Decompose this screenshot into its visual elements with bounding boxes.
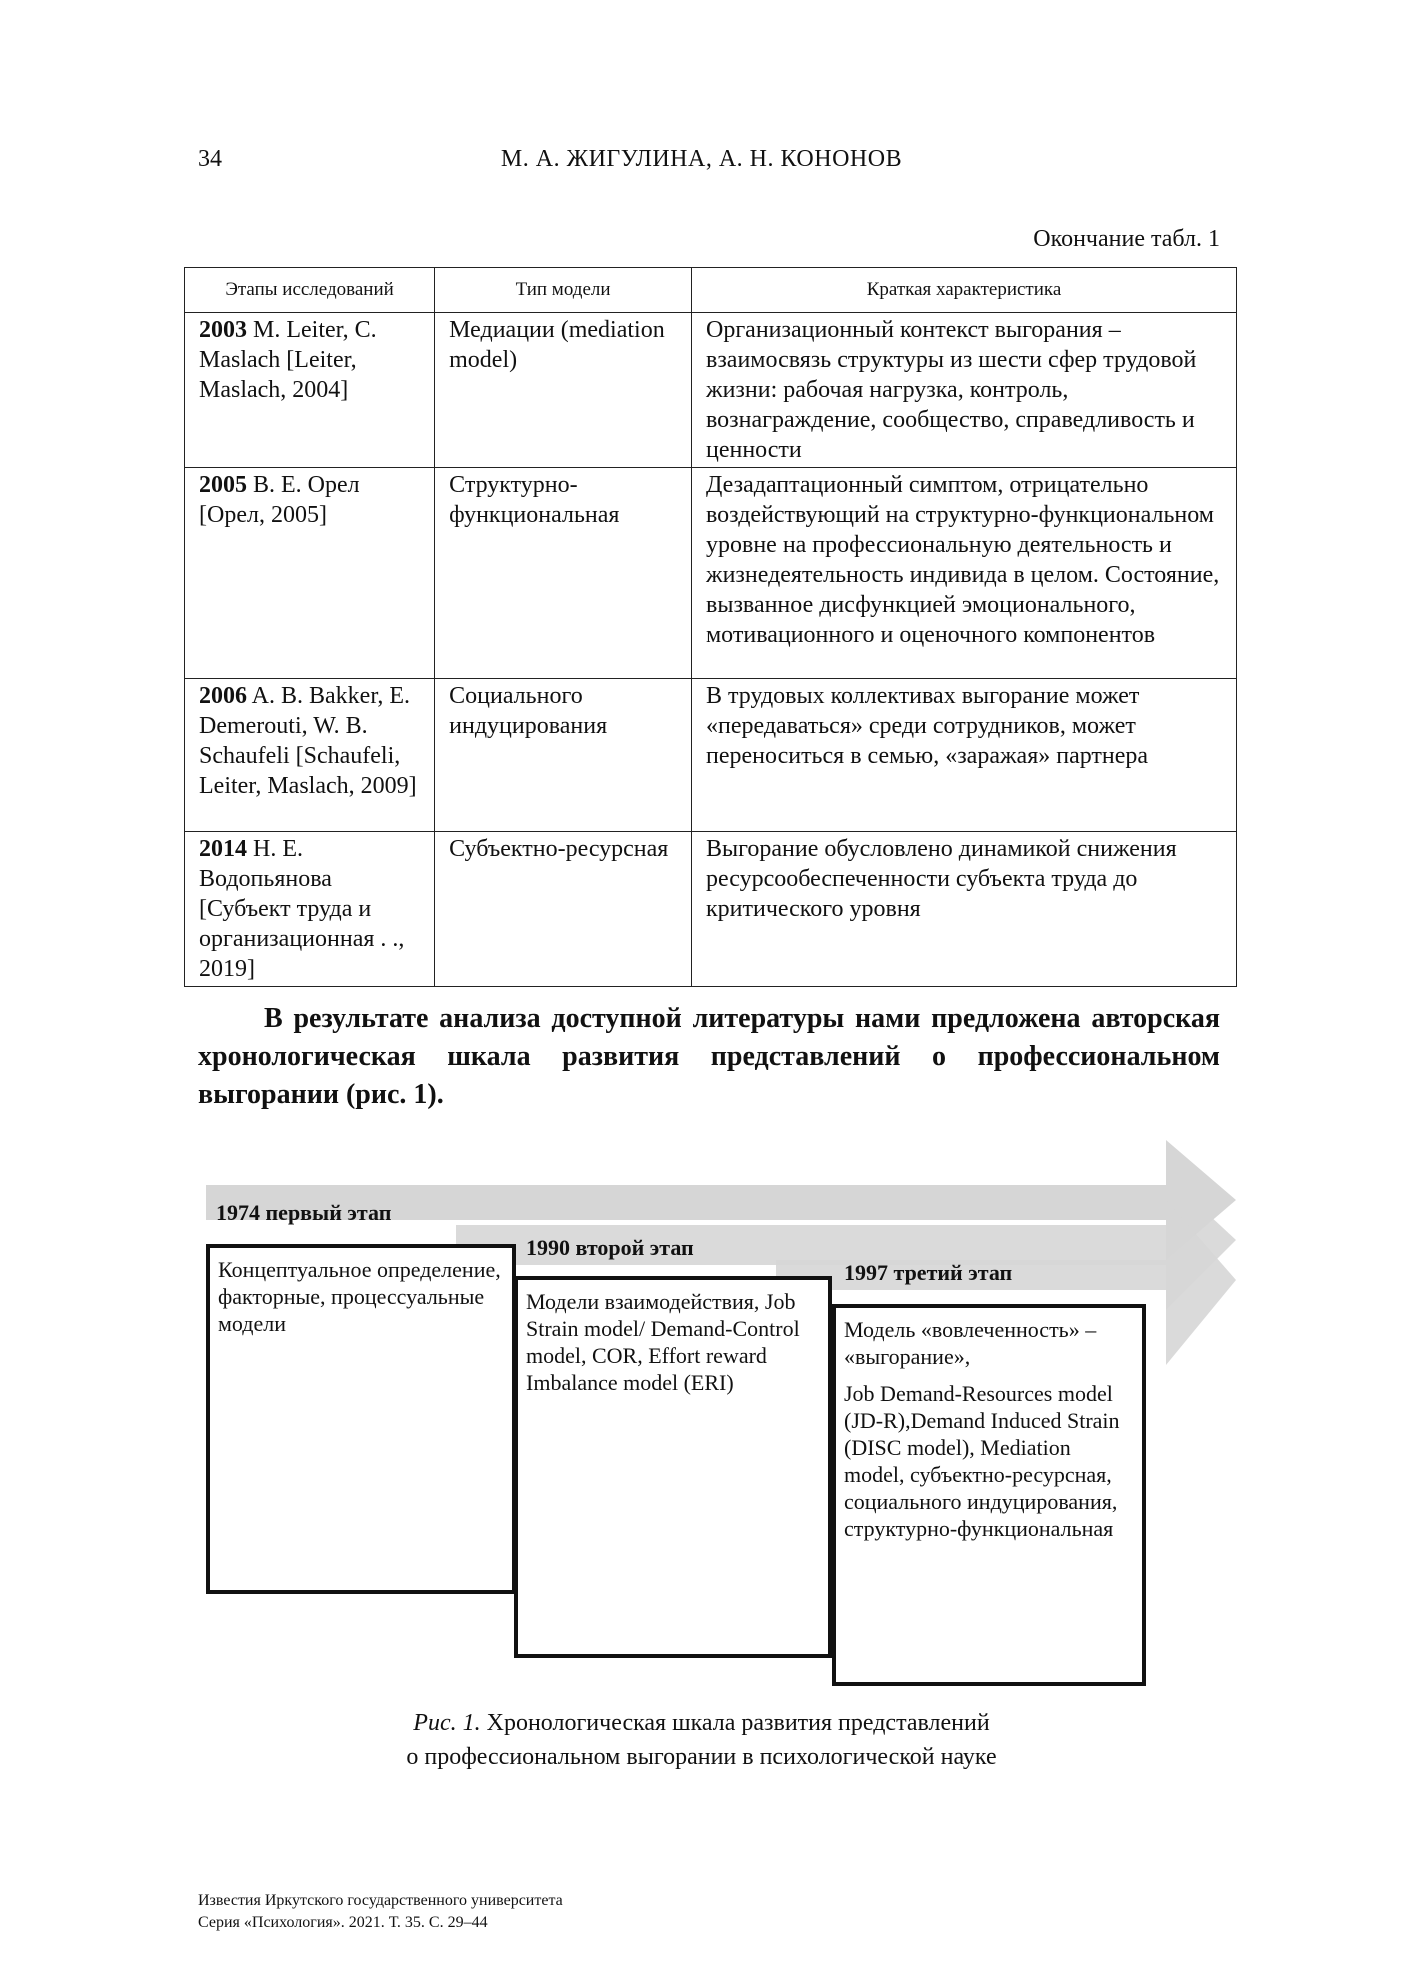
- stage-label-1: 1974 первый этап: [216, 1200, 392, 1225]
- caption-label: Рис. 1.: [413, 1710, 481, 1736]
- stage-year: 2014: [199, 836, 247, 862]
- column-header: Этапы исследований: [185, 268, 435, 313]
- research-stages-table: [184, 267, 1237, 987]
- stage-cell: [185, 832, 435, 987]
- model-cell: Медиации (mediation model): [435, 313, 692, 468]
- column-header: Краткая характеристика: [691, 268, 1236, 313]
- body-paragraph: В результате анализа доступной литературы нами предложена авторская хронологическая шкала развития представлений о профессиональном выгорании (рис. 1).: [198, 1003, 1220, 1110]
- table-caption: Окончание табл. 1: [1033, 226, 1220, 252]
- page-number: 34: [198, 146, 222, 172]
- stage-box-3: [832, 1304, 1146, 1686]
- stage-text: Модель «вовлеченность» – «выгорание»,: [844, 1317, 1097, 1369]
- running-title: М. А. ЖИГУЛИНА, А. Н. КОНОНОВ: [500, 146, 903, 172]
- description-cell: Дезадаптационный симптом, отрицательно воздействующий на структурно-функциональном уровне на профессиональную деятельность и жизнедеятельность индивида в целом. Состояние, вызванное дисфункцией эмоционального, мотивационного и оценочного компонентов: [691, 468, 1236, 679]
- stage-authors: M. Leiter, C. Maslach [Leiter, Maslach, 2004]: [199, 317, 377, 403]
- table-row: [185, 313, 1237, 468]
- stage-text: Модели взаимодействия, Job Strain model/ Demand-Control model, COR, Effort reward Imbalance model (ERI): [526, 1289, 800, 1395]
- table-row: [185, 832, 1237, 987]
- description-cell: Выгорание обусловлено динамикой снижения ресурсообеспеченности субъекта труда до критического уровня: [691, 832, 1236, 987]
- stage-authors: В. Е. Орел [Орел, 2005]: [199, 472, 360, 528]
- stage-text: Концептуальное определение, факторные, процессуальные модели: [218, 1257, 501, 1336]
- description-cell: Организационный контекст выгорания – взаимосвязь структуры из шести сфер трудовой жизни: рабочая нагрузка, контроль, вознаграждение, сообщество, справедливость и ценности: [691, 313, 1236, 468]
- journal-footer: [198, 1890, 563, 1934]
- footer-line-1: Известия Иркутского государственного университета: [198, 1892, 563, 1909]
- stage-year: 2005: [199, 472, 247, 498]
- model-cell: Структурно-функциональная: [435, 468, 692, 679]
- stage-cell: [185, 679, 435, 832]
- stage-cell: [185, 313, 435, 468]
- stage-box-2: [514, 1276, 832, 1658]
- table-row: [185, 679, 1237, 832]
- table-header-row: [185, 268, 1237, 313]
- stage-authors: Н. Е. Водопьянова [Субъект труда и организационная . ., 2019]: [199, 836, 405, 982]
- stage-year: 2003: [199, 317, 247, 343]
- footer-line-2: Серия «Психология». 2021. Т. 35. С. 29–44: [198, 1914, 488, 1931]
- caption-line-2: о профессиональном выгорании в психологической науке: [406, 1744, 997, 1770]
- timeline-figure: [196, 1140, 1246, 1700]
- description-cell: В трудовых коллективах выгорание может «передаваться» среди сотрудников, может переноситься в семью, «заражая» партнера: [691, 679, 1236, 832]
- stage-box-1: [206, 1244, 516, 1594]
- stage-authors: A. B. Bakker, E. Demerouti, W. B. Schaufeli [Schaufeli, Leiter, Maslach, 2009]: [199, 683, 417, 799]
- table-row: [185, 468, 1237, 679]
- stage-cell: [185, 468, 435, 679]
- model-cell: Субъектно-ресурсная: [435, 832, 692, 987]
- model-cell: Социального индуцирования: [435, 679, 692, 832]
- stage-text: Job Demand-Resources model (JD-R),Demand Induced Strain (DISC model), Mediation model, субъектно-ресурсная, социального индуцирования, структурно-функциональная: [844, 1381, 1120, 1541]
- stage-year: 2006: [199, 683, 247, 709]
- caption-line-1: Хронологическая шкала развития представлений: [480, 1710, 990, 1736]
- stage-label-2: 1990 второй этап: [526, 1235, 694, 1260]
- column-header: Тип модели: [435, 268, 692, 313]
- figure-caption: [0, 1706, 1403, 1774]
- stage-label-3: 1997 третий этап: [844, 1260, 1013, 1285]
